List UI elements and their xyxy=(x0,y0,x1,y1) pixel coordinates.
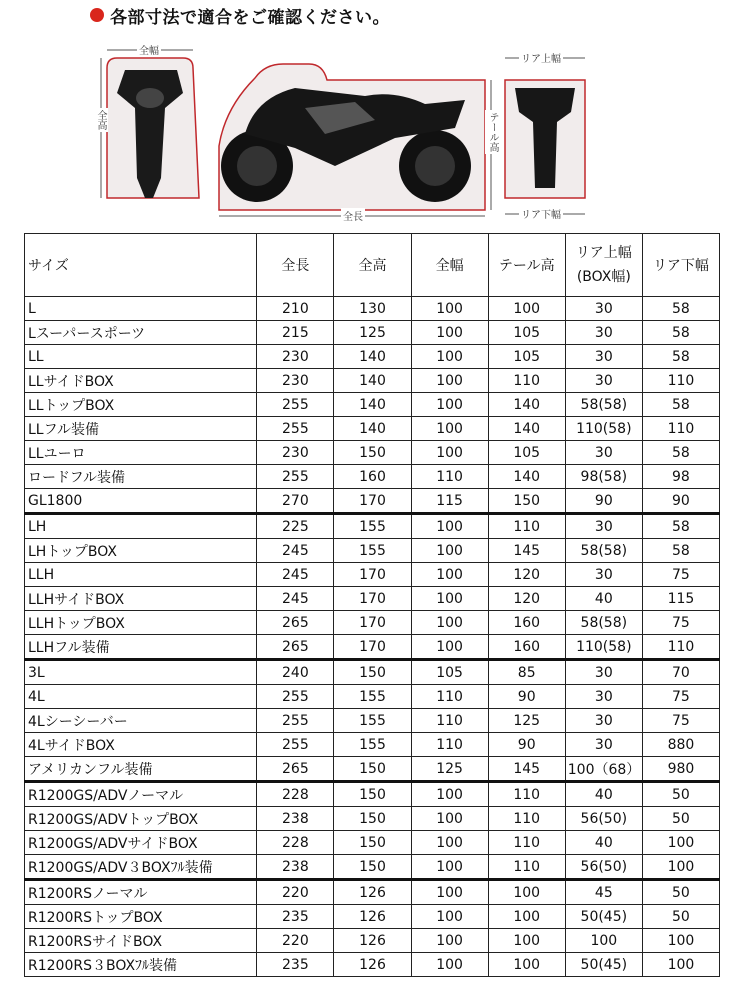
rear-upper-cell: 30 xyxy=(565,709,642,733)
tail-height-cell: 100 xyxy=(488,905,565,929)
rear-lower-cell: 98 xyxy=(642,465,719,489)
header-rear-upper-line2: (BOX幅) xyxy=(576,269,631,285)
length-cell: 240 xyxy=(257,660,334,685)
height-cell: 140 xyxy=(334,369,411,393)
height-cell: 155 xyxy=(334,709,411,733)
height-cell: 155 xyxy=(334,733,411,757)
length-cell: 255 xyxy=(257,393,334,417)
name-cell: LLトップBOX xyxy=(25,393,257,417)
width-cell: 110 xyxy=(411,685,488,709)
rear-lower-cell: 980 xyxy=(642,757,719,782)
tail-height-cell: 100 xyxy=(488,880,565,905)
table-row xyxy=(25,417,720,441)
header-length: 全長 xyxy=(257,234,334,297)
width-cell: 100 xyxy=(411,563,488,587)
rear-upper-cell: 110(58) xyxy=(565,417,642,441)
tail-height-cell: 140 xyxy=(488,393,565,417)
rear-lower-cell: 75 xyxy=(642,709,719,733)
rear-upper-cell: 40 xyxy=(565,587,642,611)
rear-upper-cell: 30 xyxy=(565,733,642,757)
width-cell: 100 xyxy=(411,905,488,929)
rear-lower-cell: 100 xyxy=(642,855,719,880)
table-row xyxy=(25,953,720,977)
tail-height-cell: 100 xyxy=(488,953,565,977)
rear-upper-cell: 30 xyxy=(565,514,642,539)
name-cell: R1200RSトップBOX xyxy=(25,905,257,929)
rear-lower-cell: 50 xyxy=(642,880,719,905)
height-cell: 150 xyxy=(334,855,411,880)
length-cell: 230 xyxy=(257,369,334,393)
tail-height-cell: 100 xyxy=(488,297,565,321)
table-row xyxy=(25,489,720,514)
table-row xyxy=(25,855,720,880)
name-cell: R1200RSノーマル xyxy=(25,880,257,905)
table-row xyxy=(25,321,720,345)
rear-lower-cell: 75 xyxy=(642,563,719,587)
rear-lower-cell: 75 xyxy=(642,685,719,709)
height-cell: 140 xyxy=(334,393,411,417)
length-cell: 255 xyxy=(257,685,334,709)
tail-height-cell: 110 xyxy=(488,369,565,393)
name-cell: R1200RS３BOXﾌﾙ装備 xyxy=(25,953,257,977)
tail-height-cell: 160 xyxy=(488,611,565,635)
table-row xyxy=(25,297,720,321)
tail-height-cell: 90 xyxy=(488,733,565,757)
table-row xyxy=(25,905,720,929)
width-cell: 100 xyxy=(411,345,488,369)
rear-upper-cell: 30 xyxy=(565,297,642,321)
bullet-dot-icon xyxy=(90,8,104,22)
page-heading xyxy=(90,2,390,28)
length-cell: 255 xyxy=(257,733,334,757)
length-cell: 228 xyxy=(257,831,334,855)
tail-height-cell: 110 xyxy=(488,855,565,880)
rear-lower-cell: 110 xyxy=(642,369,719,393)
tail-height-cell: 110 xyxy=(488,514,565,539)
name-cell: R1200GS/ADVトップBOX xyxy=(25,807,257,831)
table-row xyxy=(25,807,720,831)
table-row xyxy=(25,685,720,709)
width-cell: 100 xyxy=(411,393,488,417)
height-cell: 170 xyxy=(334,635,411,660)
width-cell: 105 xyxy=(411,660,488,685)
height-cell: 140 xyxy=(334,417,411,441)
height-cell: 150 xyxy=(334,757,411,782)
tail-height-cell: 120 xyxy=(488,563,565,587)
tail-height-cell: 125 xyxy=(488,709,565,733)
height-cell: 126 xyxy=(334,929,411,953)
table-row xyxy=(25,635,720,660)
width-cell: 100 xyxy=(411,369,488,393)
rear-lower-cell: 58 xyxy=(642,514,719,539)
table-row xyxy=(25,587,720,611)
header-width: 全幅 xyxy=(411,234,488,297)
name-cell: 4L xyxy=(25,685,257,709)
tail-height-cell: 110 xyxy=(488,807,565,831)
table-header-row xyxy=(25,234,720,297)
heading-text: 各部寸法で適合をご確認ください。 xyxy=(110,7,390,28)
tail-height-cell: 90 xyxy=(488,685,565,709)
height-cell: 130 xyxy=(334,297,411,321)
rear-upper-cell: 40 xyxy=(565,831,642,855)
width-cell: 100 xyxy=(411,297,488,321)
rear-lower-cell: 100 xyxy=(642,929,719,953)
header-rear-lower-width: リア下幅 xyxy=(642,234,719,297)
name-cell: LLフル装備 xyxy=(25,417,257,441)
width-cell: 100 xyxy=(411,417,488,441)
name-cell: GL1800 xyxy=(25,489,257,514)
rear-lower-cell: 58 xyxy=(642,345,719,369)
header-size: サイズ xyxy=(25,234,257,297)
height-cell: 126 xyxy=(334,905,411,929)
table-row xyxy=(25,880,720,905)
table-row xyxy=(25,345,720,369)
width-cell: 100 xyxy=(411,441,488,465)
length-cell: 230 xyxy=(257,441,334,465)
name-cell: 4LサイドBOX xyxy=(25,733,257,757)
tail-height-cell: 110 xyxy=(488,782,565,807)
length-cell: 255 xyxy=(257,709,334,733)
width-cell: 100 xyxy=(411,782,488,807)
rear-lower-cell: 58 xyxy=(642,393,719,417)
length-cell: 215 xyxy=(257,321,334,345)
name-cell: 4Lシーシーバー xyxy=(25,709,257,733)
rear-lower-cell: 90 xyxy=(642,489,719,514)
tail-height-cell: 160 xyxy=(488,635,565,660)
rear-lower-width-label: リア下幅 xyxy=(519,206,563,221)
rear-upper-cell: 56(50) xyxy=(565,807,642,831)
dimension-illustration xyxy=(95,38,595,228)
rear-upper-cell: 30 xyxy=(565,345,642,369)
rear-upper-cell: 30 xyxy=(565,685,642,709)
length-cell: 255 xyxy=(257,417,334,441)
length-cell: 230 xyxy=(257,345,334,369)
length-cell: 245 xyxy=(257,563,334,587)
rear-lower-cell: 110 xyxy=(642,635,719,660)
height-cell: 155 xyxy=(334,685,411,709)
height-cell: 155 xyxy=(334,514,411,539)
rear-lower-cell: 100 xyxy=(642,953,719,977)
rear-upper-cell: 30 xyxy=(565,369,642,393)
height-cell: 150 xyxy=(334,660,411,685)
height-cell: 170 xyxy=(334,611,411,635)
width-cell: 100 xyxy=(411,953,488,977)
name-cell: LLサイドBOX xyxy=(25,369,257,393)
table-row xyxy=(25,539,720,563)
height-cell: 155 xyxy=(334,539,411,563)
rear-upper-cell: 100 xyxy=(565,929,642,953)
width-cell: 100 xyxy=(411,880,488,905)
name-cell: 3L xyxy=(25,660,257,685)
length-cell: 245 xyxy=(257,539,334,563)
tail-height-cell: 105 xyxy=(488,345,565,369)
width-cell: 110 xyxy=(411,709,488,733)
rear-upper-cell: 90 xyxy=(565,489,642,514)
table-row xyxy=(25,514,720,539)
length-cell: 265 xyxy=(257,757,334,782)
height-cell: 150 xyxy=(334,441,411,465)
side-view-illustration xyxy=(219,64,491,216)
table-row xyxy=(25,660,720,685)
rear-lower-cell: 58 xyxy=(642,321,719,345)
rear-upper-cell: 110(58) xyxy=(565,635,642,660)
name-cell: LL xyxy=(25,345,257,369)
name-cell: ロードフル装備 xyxy=(25,465,257,489)
motorcycle-dimension-diagram xyxy=(95,38,595,228)
table-row xyxy=(25,465,720,489)
table-row xyxy=(25,393,720,417)
size-spec-table xyxy=(24,233,720,977)
rear-upper-cell: 50(45) xyxy=(565,953,642,977)
length-cell: 245 xyxy=(257,587,334,611)
rear-lower-cell: 880 xyxy=(642,733,719,757)
length-cell: 220 xyxy=(257,929,334,953)
name-cell: アメリカンフル装備 xyxy=(25,757,257,782)
header-rear-upper-line1: リア上幅 xyxy=(575,245,632,261)
height-cell: 150 xyxy=(334,782,411,807)
rear-lower-cell: 115 xyxy=(642,587,719,611)
height-cell: 126 xyxy=(334,880,411,905)
table-row xyxy=(25,929,720,953)
tail-height-cell: 85 xyxy=(488,660,565,685)
table-row xyxy=(25,611,720,635)
length-cell: 265 xyxy=(257,635,334,660)
length-cell: 265 xyxy=(257,611,334,635)
length-cell: 238 xyxy=(257,855,334,880)
width-cell: 100 xyxy=(411,855,488,880)
height-cell: 170 xyxy=(334,587,411,611)
rear-lower-cell: 110 xyxy=(642,417,719,441)
tail-height-cell: 150 xyxy=(488,489,565,514)
rear-upper-width-label: リア上幅 xyxy=(519,50,563,65)
rear-upper-cell: 30 xyxy=(565,563,642,587)
rear-upper-cell: 58(58) xyxy=(565,393,642,417)
height-cell: 170 xyxy=(334,489,411,514)
length-cell: 238 xyxy=(257,807,334,831)
rear-upper-cell: 58(58) xyxy=(565,539,642,563)
table-body xyxy=(25,297,720,977)
height-cell: 150 xyxy=(334,831,411,855)
header-tail-height: テール高 xyxy=(488,234,565,297)
header-rear-upper-width xyxy=(565,234,642,297)
rear-view-illustration xyxy=(505,58,585,214)
table-row xyxy=(25,709,720,733)
length-cell: 235 xyxy=(257,953,334,977)
name-cell: LH xyxy=(25,514,257,539)
rear-upper-cell: 45 xyxy=(565,880,642,905)
tail-height-cell: 100 xyxy=(488,929,565,953)
tail-height-cell: 110 xyxy=(488,831,565,855)
width-cell: 100 xyxy=(411,514,488,539)
width-cell: 115 xyxy=(411,489,488,514)
width-cell: 110 xyxy=(411,733,488,757)
height-label: 全高 xyxy=(95,110,106,130)
rear-lower-cell: 58 xyxy=(642,297,719,321)
name-cell: LLユーロ xyxy=(25,441,257,465)
table-row xyxy=(25,563,720,587)
rear-lower-cell: 50 xyxy=(642,782,719,807)
tail-height-cell: 145 xyxy=(488,539,565,563)
rear-upper-cell: 40 xyxy=(565,782,642,807)
width-cell: 100 xyxy=(411,929,488,953)
table-row xyxy=(25,757,720,782)
rear-upper-cell: 100（68） xyxy=(565,757,642,782)
rear-lower-cell: 70 xyxy=(642,660,719,685)
name-cell: LHトップBOX xyxy=(25,539,257,563)
width-cell: 100 xyxy=(411,611,488,635)
length-cell: 210 xyxy=(257,297,334,321)
table-row xyxy=(25,782,720,807)
tail-height-cell: 140 xyxy=(488,465,565,489)
length-cell: 270 xyxy=(257,489,334,514)
length-label: 全長 xyxy=(341,208,365,223)
rear-upper-cell: 50(45) xyxy=(565,905,642,929)
rear-lower-cell: 75 xyxy=(642,611,719,635)
height-cell: 126 xyxy=(334,953,411,977)
rear-lower-cell: 58 xyxy=(642,441,719,465)
rear-lower-cell: 50 xyxy=(642,807,719,831)
tail-height-label: テール高 xyxy=(487,112,498,152)
rear-upper-cell: 58(58) xyxy=(565,611,642,635)
height-cell: 140 xyxy=(334,345,411,369)
width-cell: 125 xyxy=(411,757,488,782)
name-cell: R1200GS/ADV３BOXﾌﾙ装備 xyxy=(25,855,257,880)
width-cell: 100 xyxy=(411,807,488,831)
height-cell: 125 xyxy=(334,321,411,345)
rear-lower-cell: 100 xyxy=(642,831,719,855)
width-cell: 100 xyxy=(411,587,488,611)
tail-height-cell: 140 xyxy=(488,417,565,441)
length-cell: 225 xyxy=(257,514,334,539)
height-cell: 170 xyxy=(334,563,411,587)
width-label: 全幅 xyxy=(137,42,161,57)
table-row xyxy=(25,831,720,855)
table-row xyxy=(25,369,720,393)
name-cell: LLHサイドBOX xyxy=(25,587,257,611)
tail-height-cell: 105 xyxy=(488,321,565,345)
table-row xyxy=(25,441,720,465)
width-cell: 100 xyxy=(411,321,488,345)
name-cell: L xyxy=(25,297,257,321)
name-cell: LLHトップBOX xyxy=(25,611,257,635)
rear-lower-cell: 50 xyxy=(642,905,719,929)
tail-height-cell: 120 xyxy=(488,587,565,611)
name-cell: R1200GS/ADVサイドBOX xyxy=(25,831,257,855)
tail-height-cell: 145 xyxy=(488,757,565,782)
header-height: 全高 xyxy=(334,234,411,297)
length-cell: 235 xyxy=(257,905,334,929)
height-cell: 160 xyxy=(334,465,411,489)
width-cell: 110 xyxy=(411,465,488,489)
height-cell: 150 xyxy=(334,807,411,831)
tail-height-cell: 105 xyxy=(488,441,565,465)
name-cell: Lスーパースポーツ xyxy=(25,321,257,345)
rear-upper-cell: 56(50) xyxy=(565,855,642,880)
width-cell: 100 xyxy=(411,635,488,660)
length-cell: 255 xyxy=(257,465,334,489)
rear-upper-cell: 30 xyxy=(565,660,642,685)
rear-upper-cell: 30 xyxy=(565,321,642,345)
width-cell: 100 xyxy=(411,831,488,855)
name-cell: LLHフル装備 xyxy=(25,635,257,660)
length-cell: 228 xyxy=(257,782,334,807)
length-cell: 220 xyxy=(257,880,334,905)
name-cell: R1200RSサイドBOX xyxy=(25,929,257,953)
table-row xyxy=(25,733,720,757)
rear-lower-cell: 58 xyxy=(642,539,719,563)
name-cell: LLH xyxy=(25,563,257,587)
name-cell: R1200GS/ADVノーマル xyxy=(25,782,257,807)
front-view-illustration xyxy=(101,50,199,198)
rear-upper-cell: 98(58) xyxy=(565,465,642,489)
rear-upper-cell: 30 xyxy=(565,441,642,465)
width-cell: 100 xyxy=(411,539,488,563)
